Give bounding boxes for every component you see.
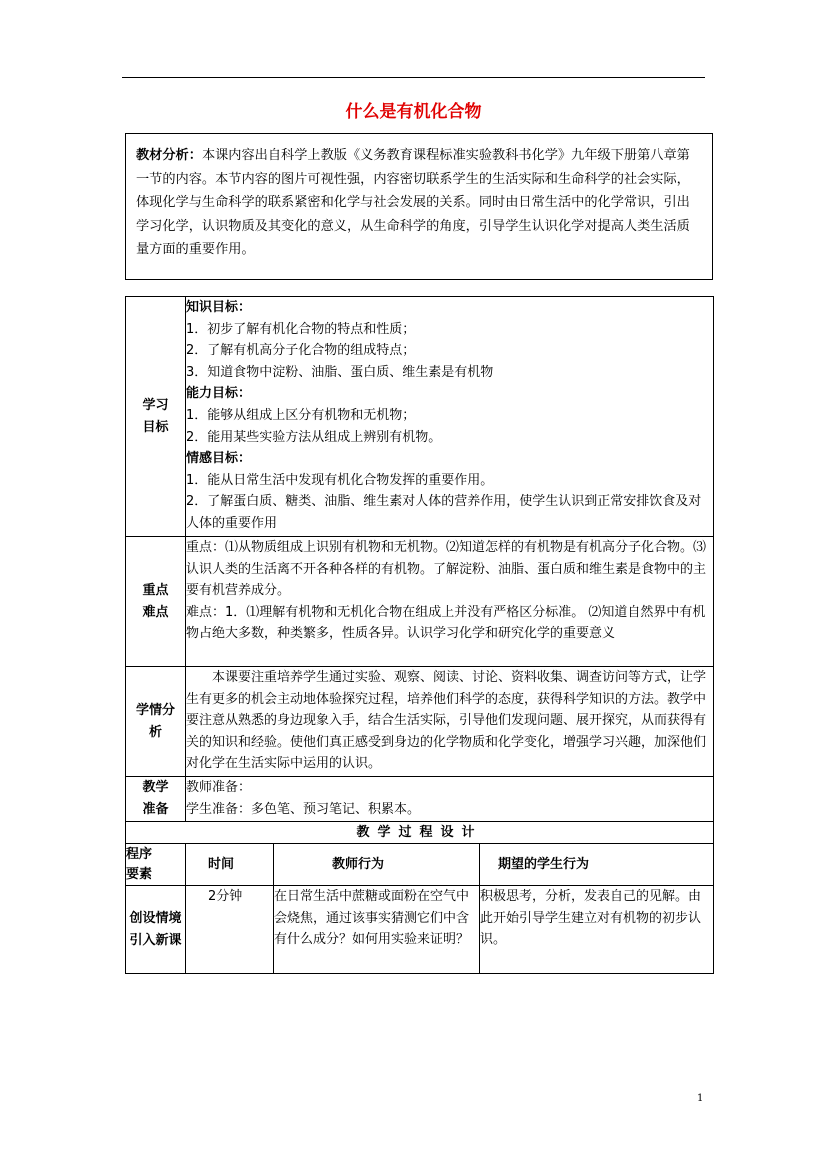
lesson-plan-table	[125, 296, 714, 974]
prep-label: 教学 准备	[126, 777, 186, 822]
knowledge-goals-title: 知识目标：	[186, 300, 252, 315]
keypoints-content	[186, 537, 714, 667]
page-number: 1	[697, 1093, 704, 1104]
situation-row	[126, 667, 714, 777]
page-title: 什么是有机化合物	[345, 102, 482, 122]
knowledge-goal-item: 2．了解有机高分子化合物的组成特点；	[186, 343, 416, 359]
objectives-label: 学习 目标	[126, 297, 186, 537]
process-time: 2分钟	[186, 886, 274, 974]
header-teacher-action: 教师行为	[274, 844, 480, 886]
knowledge-goal-item: 1．初步了解有机化合物的特点和性质；	[186, 321, 416, 337]
situation-label: 学情分 析	[126, 667, 186, 777]
keypoints-label: 重点 难点	[126, 537, 186, 667]
header-element: 程序 要素	[126, 844, 186, 886]
difficulty-text: 难点：1．⑴理解有机物和无机化合物在组成上并没有严格区分标准。 ⑵知道自然界中有机物占绝大多数，种类繁多，性质各异。认识学习化学和研究化学的重要意义	[186, 604, 706, 642]
objectives-content	[186, 297, 714, 537]
analysis-label: 教材分析：	[136, 148, 202, 163]
process-header-row	[126, 844, 714, 886]
process-teacher-action: 在日常生活中蔗糖或面粉在空气中会烧焦，通过该事实猜测它们中含有什么成分？如何用实验来证明？	[274, 886, 480, 974]
process-banner-row	[126, 822, 714, 844]
student-prep: 学生准备：多色笔、预习笔记、积累本。	[186, 801, 421, 817]
process-student-action: 积极思考，分析，发表自己的见解。由此开始引导学生建立对有机物的初步认识。	[480, 886, 714, 974]
process-row	[126, 886, 714, 974]
ability-goal-item: 2．能用某些实验方法从组成上辨别有机物。	[186, 429, 442, 445]
ability-goal-item: 1．能够从组成上区分有机物和无机物；	[186, 407, 416, 423]
emotion-goal-item: 1．能从日常生活中发现有机化合物发挥的重要作用。	[186, 472, 494, 488]
ability-goals-title: 能力目标：	[186, 386, 252, 402]
header-student-action: 期望的学生行为	[480, 844, 714, 886]
header-rule	[122, 77, 705, 78]
knowledge-goal-item: 3．知道食物中淀粉、油脂、蛋白质、维生素是有机物	[186, 364, 494, 380]
analysis-text: 本课内容出自科学上教版《义务教育课程标准实验教科书化学》九年级下册第八章第一节的内容。本节内容的图片可视性强，内容密切联系学生的生活实际和生命科学的社会实际，体现化学与生命科学的联系紧密和化学与社会发展的关系。同时由日常生活中的化学常识，引出学习化学，认识物质及其变化的意义，从生命科学的角度，引导学生认识化学对提高人类生活质量方面的重要作用。	[136, 148, 690, 257]
emotion-goal-item: 2．了解蛋白质、糖类、油脂、维生素对人体的营养作用，使学生认识到正常安排饮食及对人体的重要作用	[186, 494, 702, 531]
objectives-row	[126, 297, 714, 537]
keypoints-row	[126, 537, 714, 667]
textbook-analysis-box	[125, 133, 713, 280]
focus-text: 重点：⑴从物质组成上识别有机物和无机物。⑵知道怎样的有机物是有机高分子化合物。⑶认识人类的生活离不开各种各样的有机物。了解淀粉、油脂、蛋白质和维生素是食物中的主要有机营养成分。	[186, 540, 707, 599]
emotion-goals-title: 情感目标：	[186, 451, 252, 467]
prep-content	[186, 777, 714, 822]
process-banner: 教学过程设计	[126, 822, 714, 844]
process-element: 创设情境 引入新课	[126, 886, 186, 974]
situation-text: 本课要注重培养学生通过实验、观察、阅读、讨论、资料收集、调查访问等方式，让学生有更多的机会主动地体验探究过程，培养他们科学的态度，获得科学知识的方法。教学中要注意从熟悉的身边现象入手，结合生活实际，引导他们发现问题、展开探究，从而获得有关的知识和经验。使他们真正感受到身边的化学物质和化学变化，增强学习兴趣，加深他们对化学在生活实际中运用的认识。	[186, 667, 714, 777]
prep-row	[126, 777, 714, 822]
header-time: 时间	[186, 844, 274, 886]
teacher-prep: 教师准备：	[186, 780, 252, 795]
